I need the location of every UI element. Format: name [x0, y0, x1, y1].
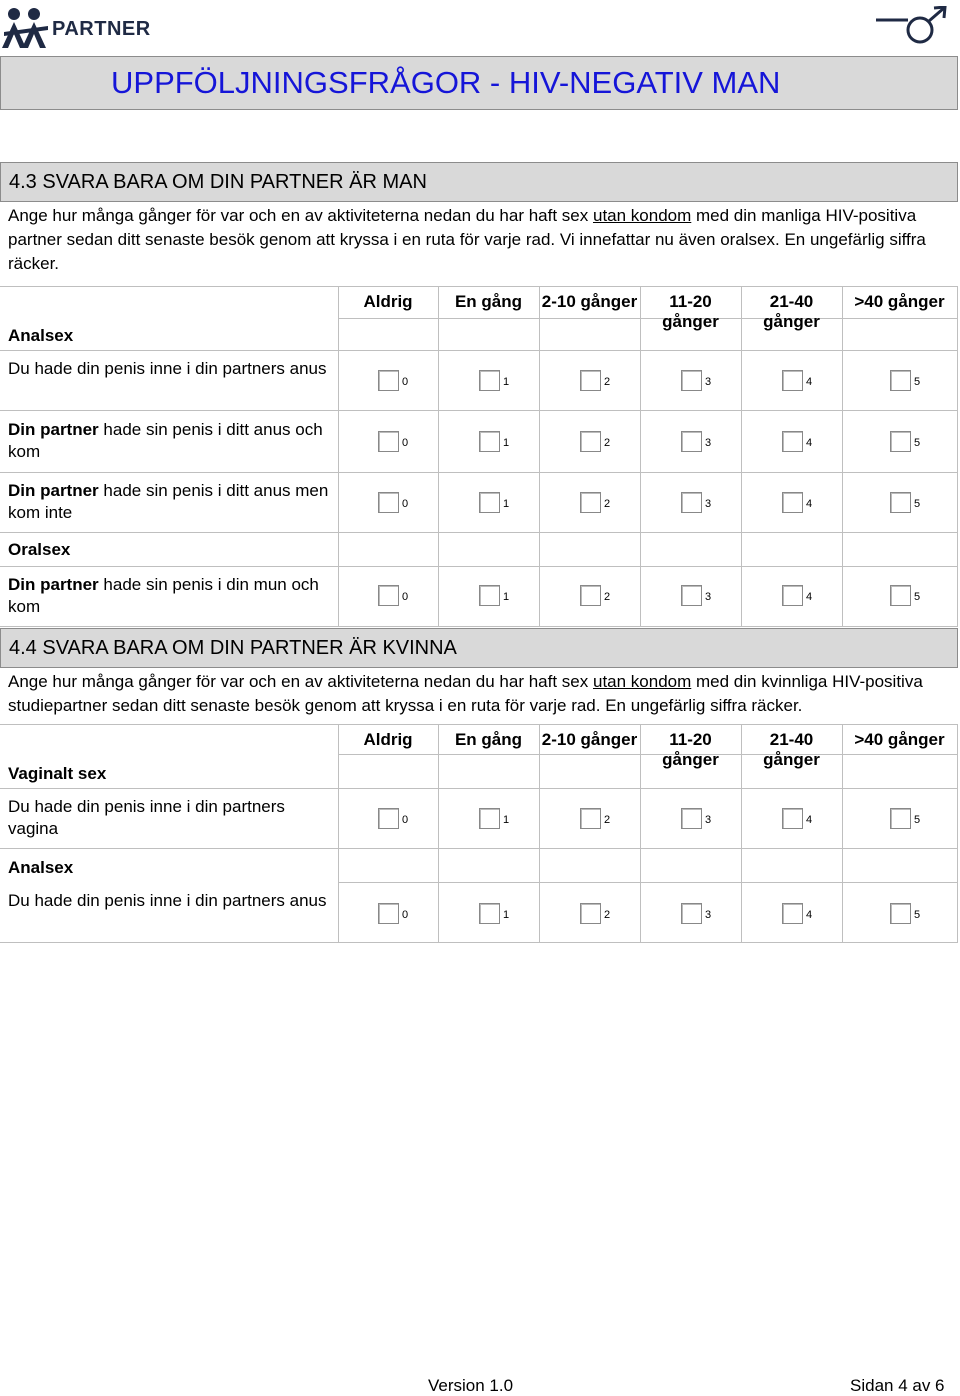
underlined-text: utan kondom: [592, 206, 692, 225]
footer-page-number: Sidan 4 av 6: [850, 1376, 945, 1395]
section-43-heading-bar: [0, 162, 958, 202]
row-label-penis-anus: Du hade din penis inne i din partners anus: [8, 359, 327, 378]
col-header-21-40: 21-40 gånger: [763, 730, 820, 769]
col-header-11-20: 11-20 gånger: [662, 292, 719, 331]
option-number: 5: [914, 498, 921, 510]
answer-checkbox[interactable]: [782, 585, 803, 606]
section-44-heading: 4.4 SVARA BARA OM DIN PARTNER ÄR KVINNA: [9, 637, 457, 659]
answer-checkbox[interactable]: [782, 431, 803, 452]
section-44-intro: Ange hur många gånger för var och en av aktiviteterna nedan du har haft sex utan kondom med din kvinnliga HIV-positiva studiepartner sedan ditt senaste besök genom att kryssa i en ruta för varje rad. En ungefärlig siffra räcker.: [8, 672, 923, 715]
logo-text: PARTNER: [52, 18, 151, 40]
answer-checkbox[interactable]: [890, 903, 911, 924]
option-number: 2: [604, 437, 611, 449]
option-number: 1: [503, 376, 510, 388]
option-number: 4: [806, 814, 813, 826]
row-label-penis-vagina: Du hade din penis inne i din partners vagina: [8, 797, 285, 838]
answer-checkbox[interactable]: [890, 370, 911, 391]
page-title: UPPFÖLJNINGSFRÅGOR - HIV-NEGATIV MAN: [111, 65, 781, 100]
option-number: 4: [806, 437, 813, 449]
answer-checkbox[interactable]: [479, 808, 500, 829]
option-number: 4: [806, 591, 813, 603]
option-number: 5: [914, 591, 921, 603]
answer-checkbox[interactable]: [681, 431, 702, 452]
answer-checkbox[interactable]: [378, 492, 399, 513]
col-header-11-20: 11-20 gånger: [662, 730, 719, 769]
answer-checkbox[interactable]: [479, 370, 500, 391]
option-number: 0: [402, 437, 409, 449]
answer-checkbox[interactable]: [580, 585, 601, 606]
answer-checkbox[interactable]: [890, 808, 911, 829]
answer-checkbox[interactable]: [479, 492, 500, 513]
answer-checkbox[interactable]: [890, 492, 911, 513]
option-number: 5: [914, 376, 921, 388]
section-43-heading: 4.3 SVARA BARA OM DIN PARTNER ÄR MAN: [9, 171, 427, 193]
footer-version: Version 1.0: [428, 1376, 514, 1395]
option-number: 3: [705, 437, 712, 449]
option-number: 0: [402, 814, 409, 826]
col-header-over-40: >40 gånger: [854, 292, 945, 311]
option-number: 4: [806, 498, 813, 510]
option-number: 5: [914, 814, 921, 826]
answer-checkbox[interactable]: [782, 903, 803, 924]
option-number: 2: [604, 814, 611, 826]
option-number: 3: [705, 814, 712, 826]
option-number: 3: [705, 376, 712, 388]
answer-checkbox[interactable]: [681, 370, 702, 391]
row-label-partner-anus-kom-inte: Din partner hade sin penis i ditt anus men kom inte: [8, 481, 329, 522]
col-header-en-gang: En gång: [454, 730, 523, 749]
col-header-2-10: 2-10 gånger: [541, 292, 638, 311]
option-number: 4: [806, 909, 813, 921]
option-number: 2: [604, 591, 611, 603]
section-43-table: [0, 286, 958, 628]
option-number: 1: [503, 909, 510, 921]
option-number: 2: [604, 909, 611, 921]
section-44-heading-bar: [0, 628, 958, 668]
col-header-over-40: >40 gånger: [854, 730, 945, 749]
answer-checkbox[interactable]: [681, 903, 702, 924]
option-number: 1: [503, 591, 510, 603]
answer-checkbox[interactable]: [782, 370, 803, 391]
answer-checkbox[interactable]: [378, 903, 399, 924]
answer-checkbox[interactable]: [782, 808, 803, 829]
option-number: 5: [914, 909, 921, 921]
answer-checkbox[interactable]: [681, 808, 702, 829]
col-header-aldrig: Aldrig: [363, 730, 413, 749]
option-number: 1: [503, 437, 510, 449]
answer-checkbox[interactable]: [681, 585, 702, 606]
option-number: 4: [806, 376, 813, 388]
partner-logo-figures-icon: [0, 4, 52, 52]
row-label-partner-mun-kom: Din partner hade sin penis i din mun och kom: [8, 575, 319, 616]
partner-logo: [0, 4, 160, 52]
col-header-2-10: 2-10 gånger: [541, 730, 638, 749]
answer-checkbox[interactable]: [378, 370, 399, 391]
option-number: 0: [402, 498, 409, 510]
category-vaginalt-sex: Vaginalt sex: [8, 764, 107, 783]
option-number: 0: [402, 591, 409, 603]
answer-checkbox[interactable]: [378, 585, 399, 606]
option-number: 1: [503, 814, 510, 826]
answer-checkbox[interactable]: [580, 370, 601, 391]
category-oralsex: Oralsex: [8, 540, 71, 559]
section-43-intro: Ange hur många gånger för var och en av aktiviteterna nedan du har haft sex utan kondom med din manliga HIV-positiva partner sedan ditt senaste besök genom att kryssa i en ruta för varje rad. Vi innefattar nu även oralsex. En ungefärlig siffra räcker.: [8, 206, 926, 273]
answer-checkbox[interactable]: [479, 903, 500, 924]
option-number: 0: [402, 376, 409, 388]
option-number: 5: [914, 437, 921, 449]
row-label-penis-anus: Du hade din penis inne i din partners anus: [8, 891, 327, 910]
answer-checkbox[interactable]: [890, 585, 911, 606]
page-title-bar: [0, 56, 958, 110]
row-label-partner-anus-kom: Din partner hade sin penis i ditt anus och kom: [8, 420, 323, 461]
answer-checkbox[interactable]: [479, 585, 500, 606]
answer-checkbox[interactable]: [681, 492, 702, 513]
answer-checkbox[interactable]: [378, 431, 399, 452]
option-number: 0: [402, 909, 409, 921]
answer-checkbox[interactable]: [580, 431, 601, 452]
male-symbol-icon: [874, 6, 950, 46]
option-number: 2: [604, 376, 611, 388]
answer-checkbox[interactable]: [378, 808, 399, 829]
option-number: 2: [604, 498, 611, 510]
section-44-table: [0, 724, 958, 946]
answer-checkbox[interactable]: [580, 903, 601, 924]
answer-checkbox[interactable]: [580, 808, 601, 829]
col-header-aldrig: Aldrig: [363, 292, 413, 311]
answer-checkbox[interactable]: [479, 431, 500, 452]
category-analsex: Analsex: [8, 858, 74, 877]
option-number: 1: [503, 498, 510, 510]
category-analsex: Analsex: [8, 326, 74, 345]
underlined-text: utan kondom: [592, 672, 692, 691]
option-number: 3: [705, 498, 712, 510]
col-header-21-40: 21-40 gånger: [763, 292, 820, 331]
option-number: 3: [705, 909, 712, 921]
option-number: 3: [705, 591, 712, 603]
col-header-en-gang: En gång: [454, 292, 523, 311]
answer-checkbox[interactable]: [782, 492, 803, 513]
answer-checkbox[interactable]: [580, 492, 601, 513]
answer-checkbox[interactable]: [890, 431, 911, 452]
